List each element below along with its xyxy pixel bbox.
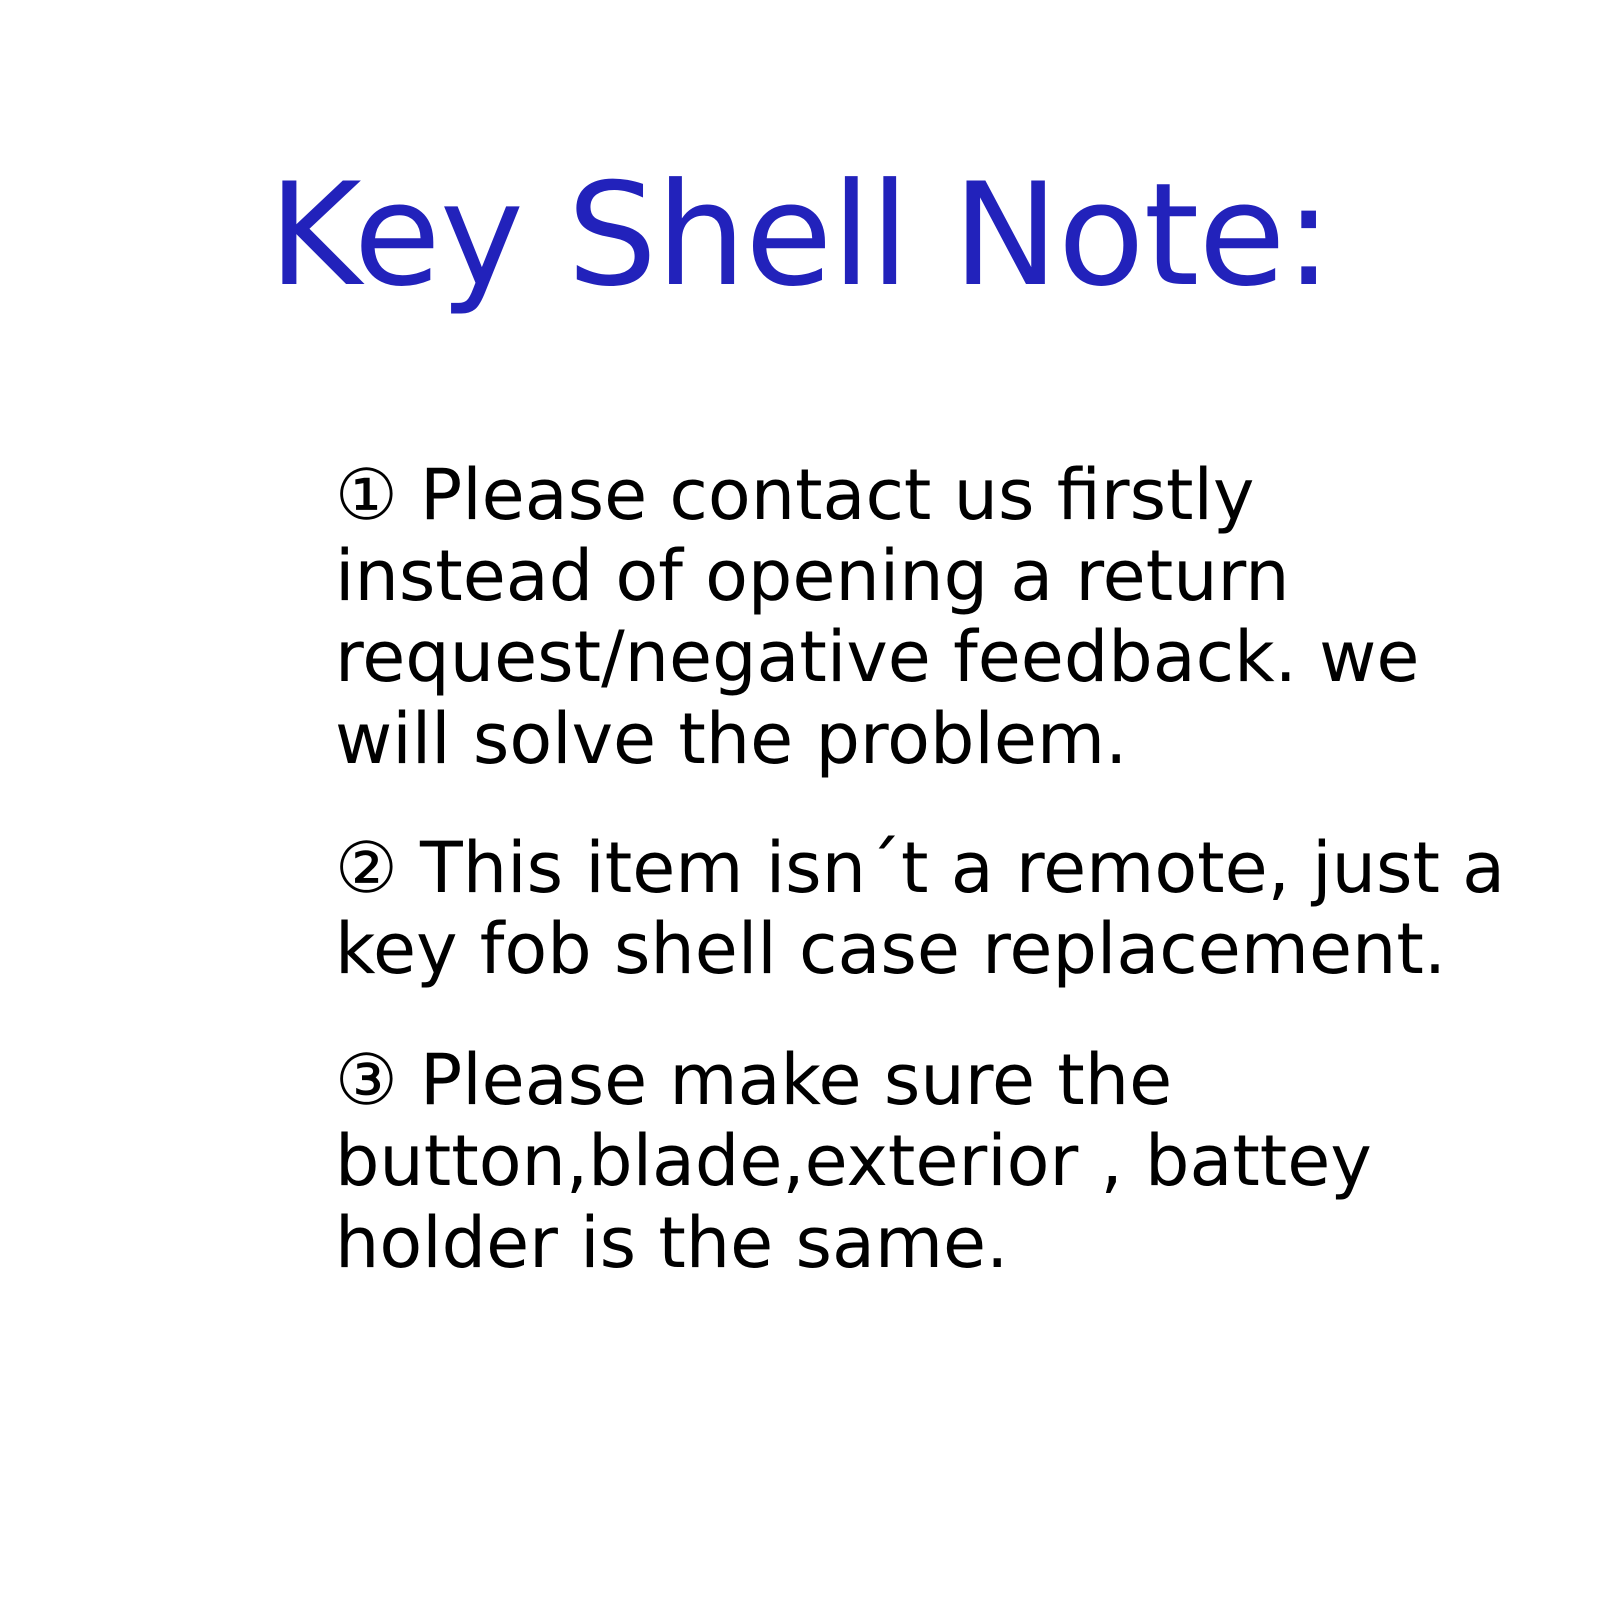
note-marker-3: ③ [335, 1039, 398, 1122]
notes-list [335, 455, 1515, 1324]
note-text-1: Please contact us firstly instead of opening a return request/negative feedback. we will solve the problem. [335, 454, 1420, 780]
note-text-2: This item isn´t a remote, just a key fob shell case replacement. [335, 826, 1506, 990]
list-item [335, 1040, 1515, 1284]
page-title: Key Shell Note: [268, 153, 1332, 318]
note-text-3: Please make sure the button,blade,exterior , battey holder is the same. [335, 1039, 1372, 1284]
list-item [335, 828, 1515, 990]
note-marker-1: ① [335, 454, 398, 536]
list-item [335, 455, 1515, 780]
note-marker-2: ② [335, 826, 398, 909]
